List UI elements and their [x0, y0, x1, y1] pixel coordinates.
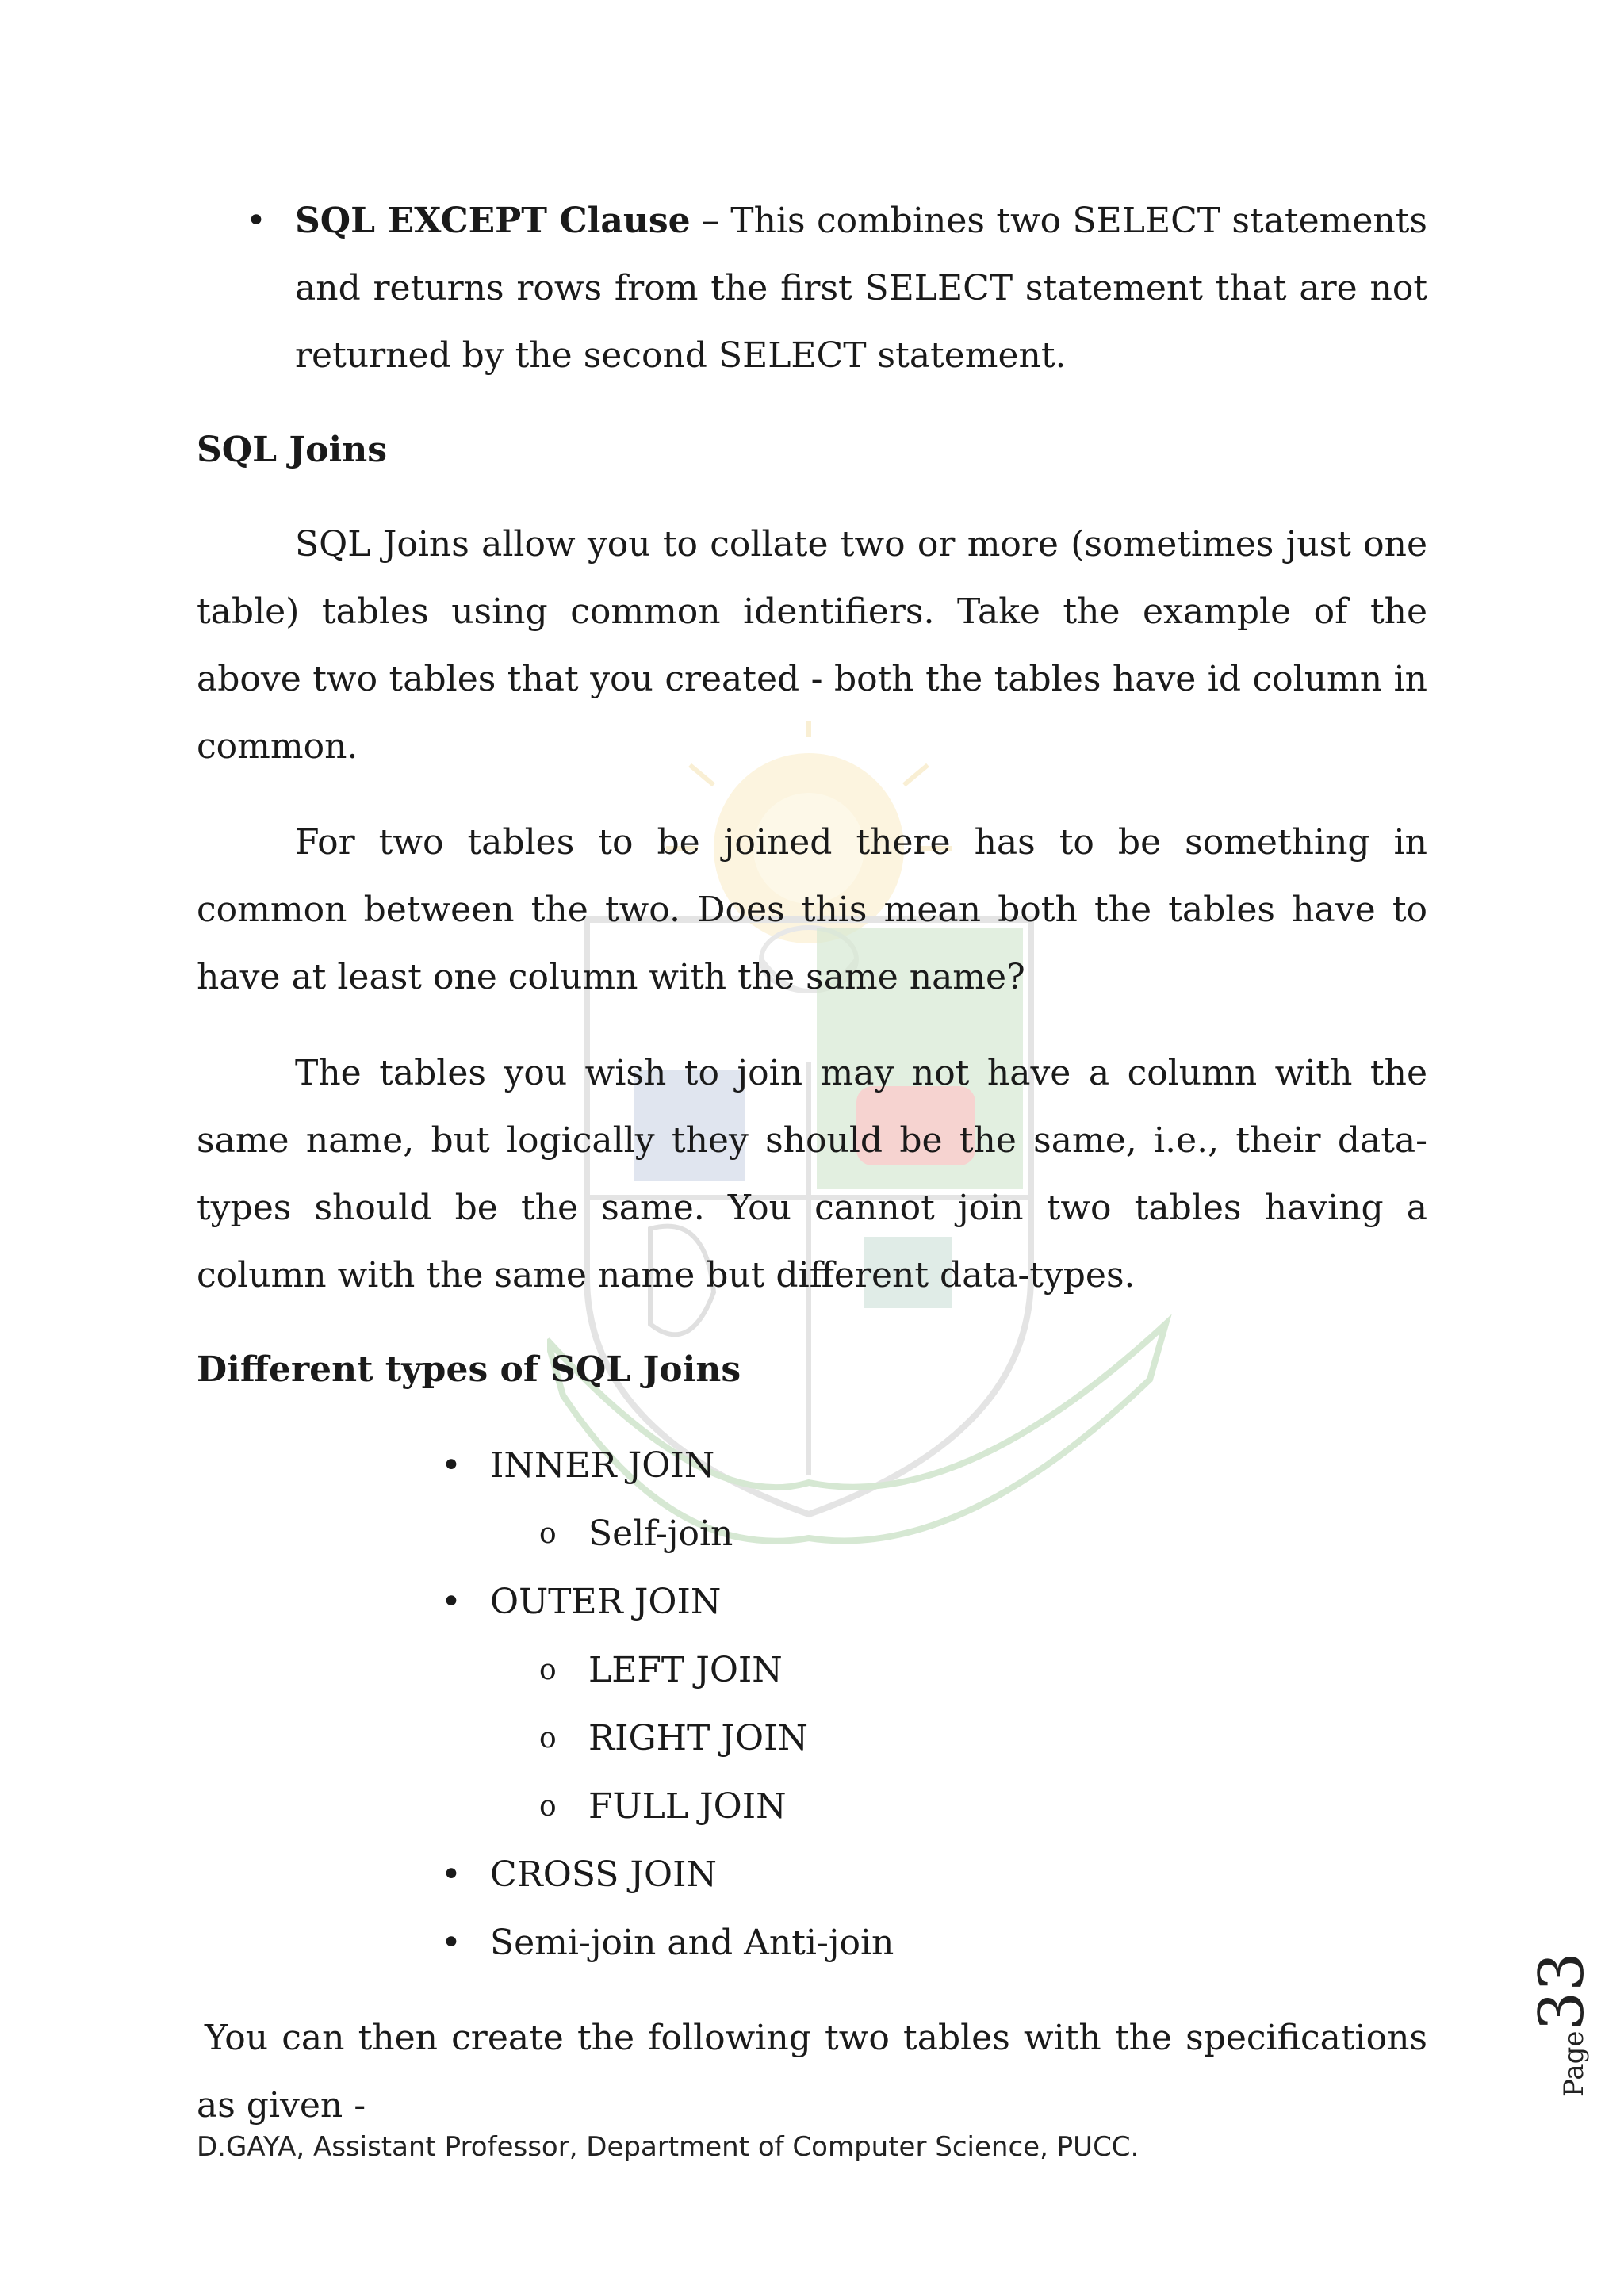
circle-bullet-icon: o [539, 1790, 557, 1823]
join-type-inner: INNER JOIN [490, 1445, 715, 1486]
sql-joins-heading: SQL Joins [197, 430, 388, 470]
join-type-outer: OUTER JOIN [490, 1582, 722, 1622]
page-body [197, 187, 1427, 2139]
circle-bullet-icon: o [539, 1517, 557, 1550]
page-number [1511, 1952, 1598, 2097]
bullet-icon: • [441, 1854, 462, 1895]
list-item [539, 1773, 1427, 1841]
outer-join-sublist [490, 1636, 1427, 1841]
circle-bullet-icon: o [539, 1654, 557, 1686]
joins-common-paragraph: For two tables to be joined there has to be something in common between the two. Does this mean both the tables have to have at least one column with the same name? [197, 822, 1427, 997]
join-type-self: Self-join [588, 1513, 733, 1554]
join-type-semi: Semi-join and Anti-join [490, 1923, 894, 1963]
list-item [539, 1500, 1427, 1568]
join-type-full: FULL JOIN [588, 1786, 787, 1827]
except-clause-term: SQL EXCEPT Clause [295, 201, 691, 241]
list-item [441, 1568, 1427, 1841]
bullet-icon: • [246, 201, 266, 241]
join-types-heading: Different types of SQL Joins [197, 1349, 741, 1390]
join-types-list [197, 1432, 1427, 1977]
except-clause-description: – This combines two SELECT statements and returns rows from the first SELECT statement that are not returned by the second SELECT statement. [295, 201, 1427, 376]
page-label: Page [1558, 2030, 1590, 2097]
circle-bullet-icon: o [539, 1722, 557, 1755]
joins-intro-paragraph: SQL Joins allow you to collate two or more (sometimes just one table) tables using common identifiers. Take the example of the above two tables that you created - both the tables have id column in common. [197, 524, 1427, 767]
list-item [441, 1432, 1427, 1568]
join-type-cross: CROSS JOIN [490, 1854, 717, 1895]
except-clause-item [197, 187, 1427, 389]
page-number-value: 33 [1526, 1952, 1598, 2031]
joins-datatype-paragraph: The tables you wish to join may not have a column with the same name, but logically they should be the same, i.e., their data-types should be the same. You cannot join two tables having a column with the same name but different data-types. [197, 1053, 1427, 1295]
list-item [539, 1705, 1427, 1773]
bullet-icon: • [441, 1923, 462, 1963]
list-item [441, 1909, 1427, 1977]
bullet-icon: • [441, 1582, 462, 1622]
list-item [441, 1841, 1427, 1909]
join-type-right: RIGHT JOIN [588, 1718, 808, 1758]
page-footer: D.GAYA, Assistant Professor, Department of Computer Science, PUCC. [197, 2131, 1139, 2163]
inner-join-sublist [490, 1500, 1427, 1568]
join-type-left: LEFT JOIN [588, 1650, 783, 1690]
list-item [539, 1636, 1427, 1705]
bullet-icon: • [441, 1445, 462, 1486]
closing-paragraph: You can then create the following two tables with the specifications as given - [197, 2018, 1427, 2126]
